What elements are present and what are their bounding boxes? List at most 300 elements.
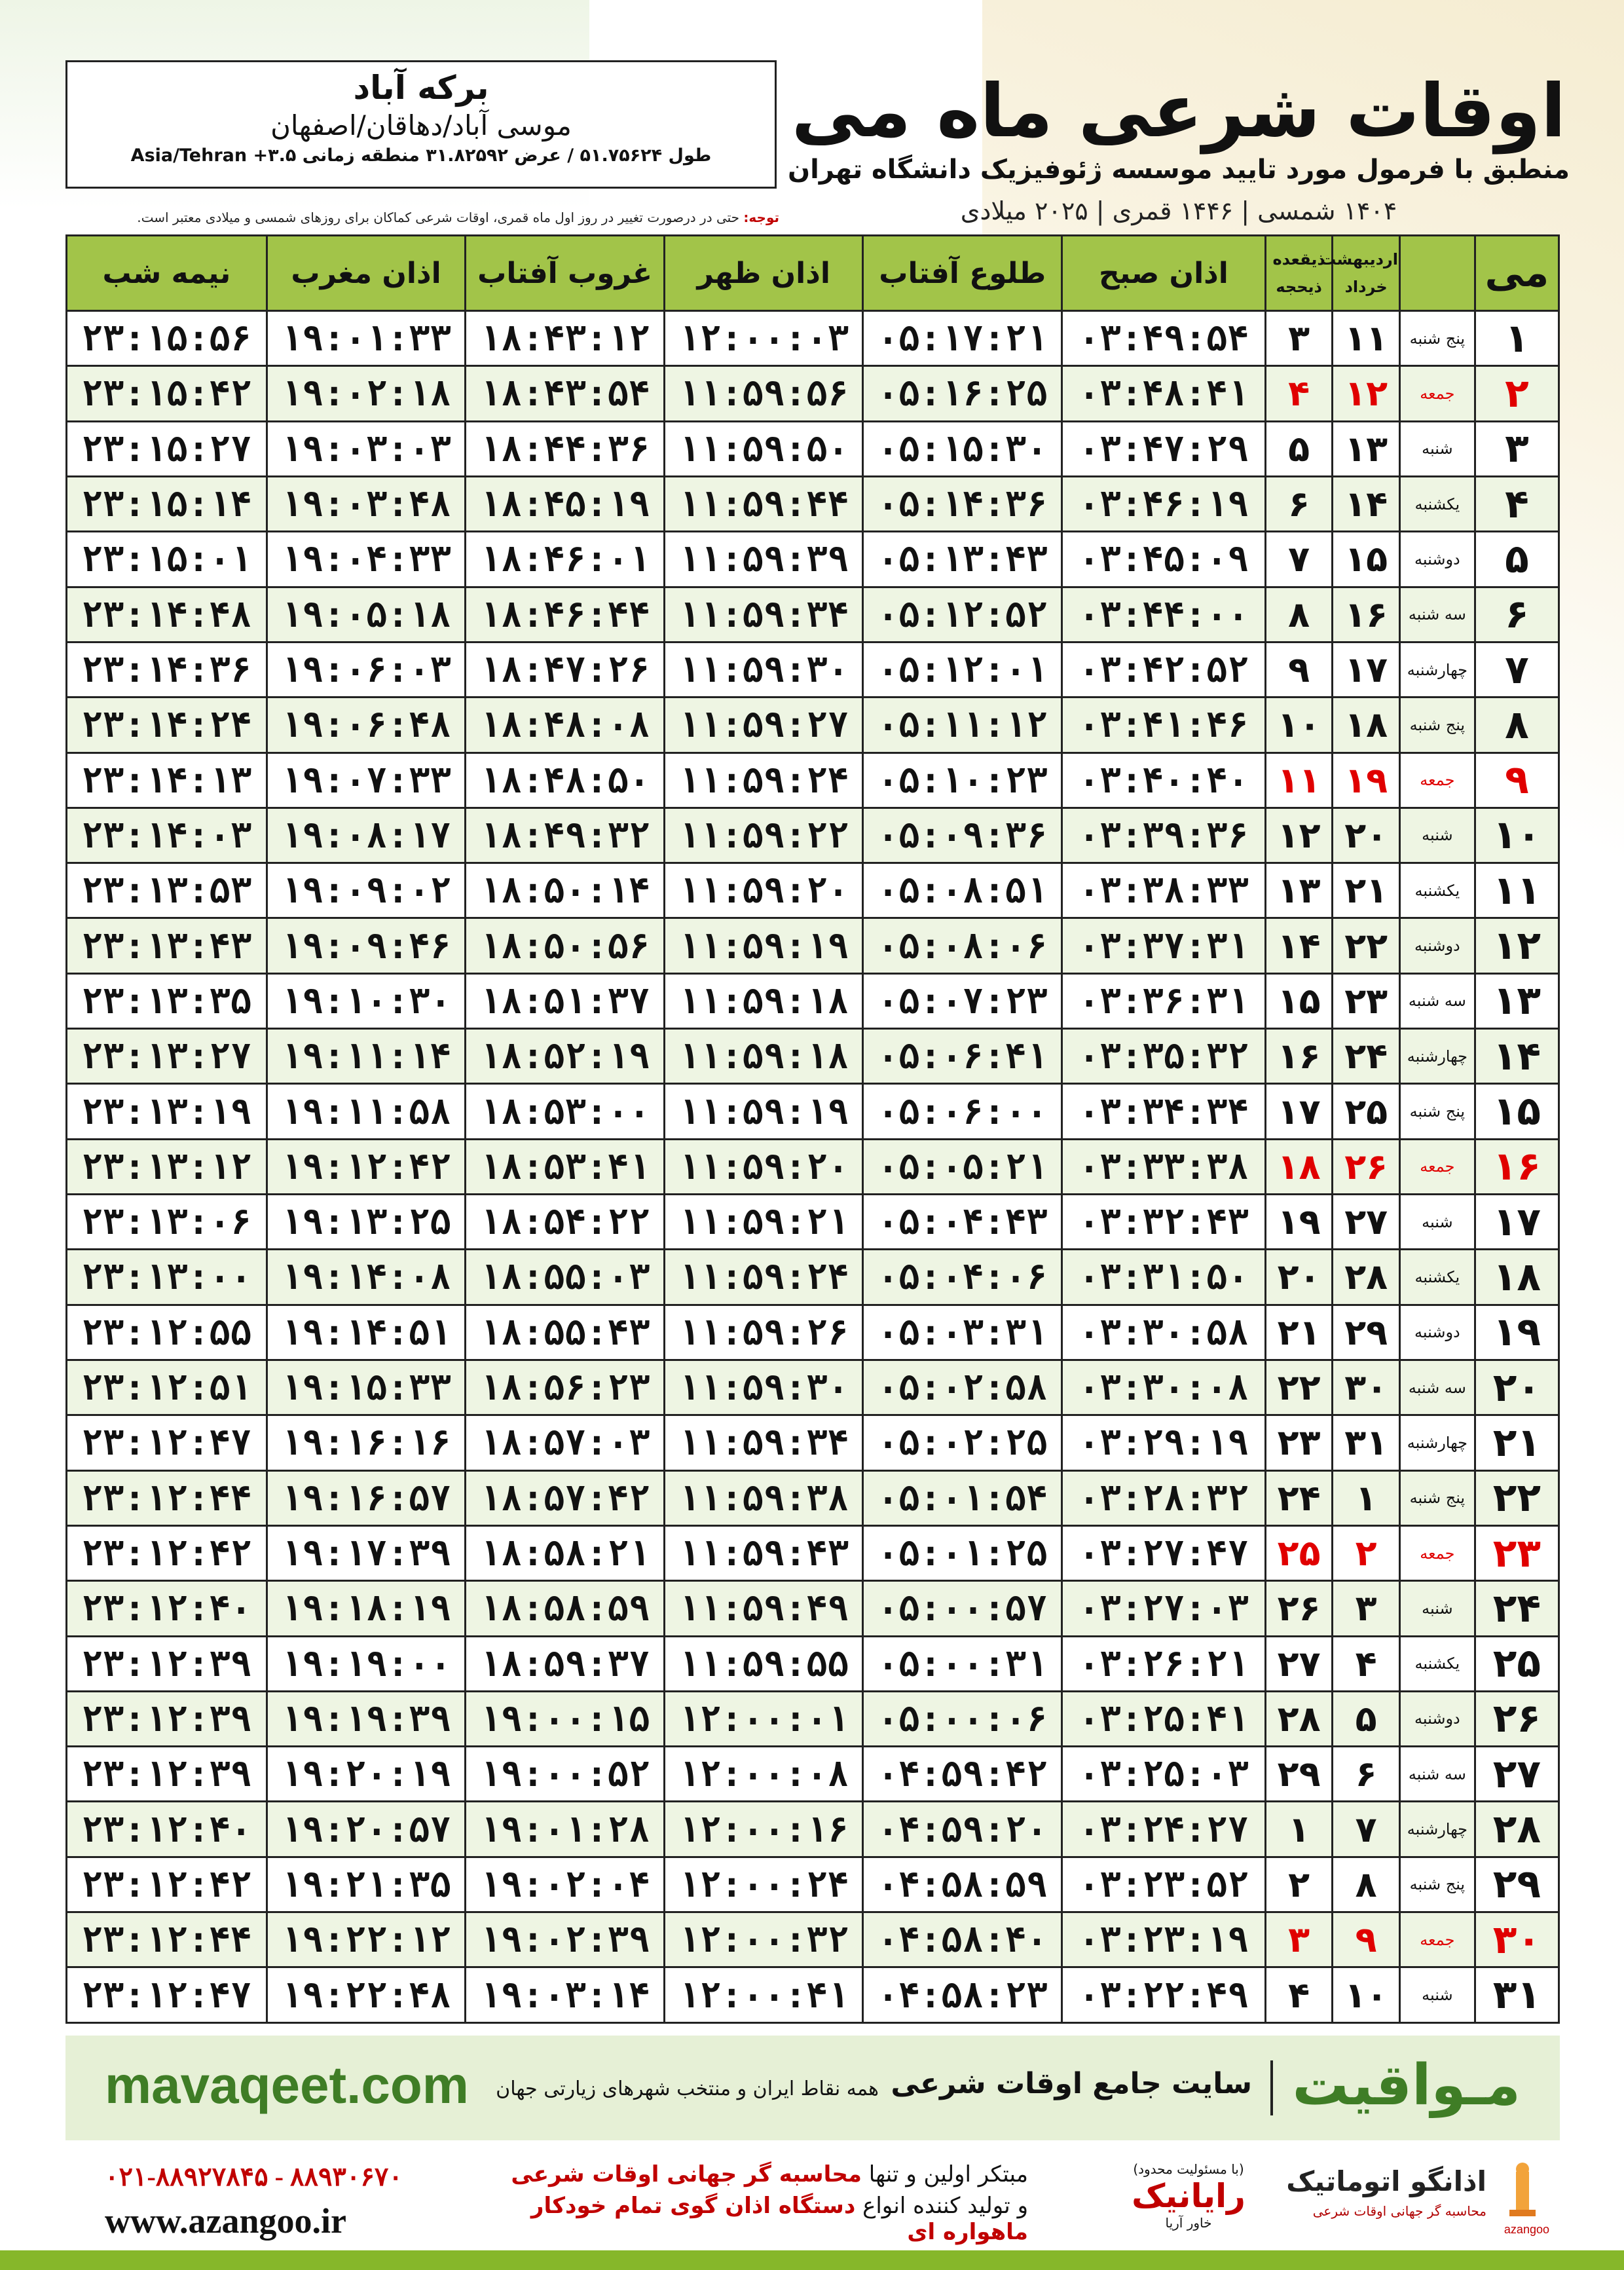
fajr-time: ۰۳:۳۱:۵۰ xyxy=(1062,1250,1266,1305)
gregorian-day: ۳۰ xyxy=(1475,1912,1559,1967)
sunset-time: ۱۸:۴۳:۱۲ xyxy=(466,311,665,366)
azangoo-logo xyxy=(1283,2159,1559,2237)
dhuhr-time: ۱۲:۰۰:۴۱ xyxy=(664,1967,863,2023)
jalali-day: ۱ xyxy=(1333,1470,1400,1525)
midnight-time: ۲۳:۱۲:۵۵ xyxy=(67,1305,267,1360)
location-name: برکه آباد xyxy=(353,69,489,107)
maghrib-time: ۱۹:۲۰:۵۷ xyxy=(267,1802,466,1857)
sunrise-time: ۰۵:۱۵:۳۰ xyxy=(863,421,1062,476)
sunrise-time: ۰۵:۰۶:۴۱ xyxy=(863,1029,1062,1084)
midnight-time: ۲۳:۱۳:۴۳ xyxy=(67,918,267,973)
table-row xyxy=(67,587,1559,642)
sunset-time: ۱۹:۰۱:۲۸ xyxy=(466,1802,665,1857)
sunrise-time: ۰۴:۵۹:۴۲ xyxy=(863,1747,1062,1802)
jalali-header-top: اردیبهشت xyxy=(1320,250,1398,269)
weekday: یکشنبه xyxy=(1399,476,1475,531)
gregorian-day: ۳۱ xyxy=(1475,1967,1559,2023)
weekday: جمعه xyxy=(1399,1912,1475,1967)
fajr-time: ۰۳:۲۴:۲۷ xyxy=(1062,1802,1266,1857)
midnight-time: ۲۳:۱۴:۲۴ xyxy=(67,698,267,753)
fajr-header: اذان صبح xyxy=(1062,236,1266,311)
sunset-time: ۱۸:۴۶:۴۴ xyxy=(466,587,665,642)
fajr-time: ۰۳:۳۶:۳۱ xyxy=(1062,973,1266,1028)
sunrise-time: ۰۵:۱۳:۴۳ xyxy=(863,532,1062,587)
jalali-day: ۳۱ xyxy=(1333,1415,1400,1470)
sunrise-header: طلوع آفتاب xyxy=(863,236,1062,311)
sunrise-time: ۰۵:۰۶:۰۰ xyxy=(863,1084,1062,1139)
dhuhr-time: ۱۲:۰۰:۰۸ xyxy=(664,1747,863,1802)
maghrib-time: ۱۹:۱۰:۳۰ xyxy=(267,973,466,1028)
sunset-time: ۱۸:۵۷:۴۲ xyxy=(466,1470,665,1525)
hijri-day: ۵ xyxy=(1265,421,1333,476)
dhuhr-time: ۱۲:۰۰:۰۳ xyxy=(664,311,863,366)
dhuhr-time: ۱۱:۵۹:۲۴ xyxy=(664,1250,863,1305)
promo-line2-a: و تولید کننده انواع xyxy=(862,2193,1028,2219)
sunset-time: ۱۸:۴۴:۳۶ xyxy=(466,421,665,476)
gregorian-day: ۱۳ xyxy=(1475,973,1559,1028)
midnight-time: ۲۳:۱۲:۴۰ xyxy=(67,1581,267,1636)
fajr-time: ۰۳:۳۳:۳۸ xyxy=(1062,1139,1266,1194)
sunrise-time: ۰۵:۱۱:۱۲ xyxy=(863,698,1062,753)
prayer-times-table xyxy=(65,234,1560,2024)
table-row xyxy=(67,1195,1559,1250)
location-region: موسی آباد/دهاقان/اصفهان xyxy=(270,109,572,141)
midnight-time: ۲۳:۱۲:۴۲ xyxy=(67,1857,267,1912)
contact-website[interactable]: www.azangoo.ir xyxy=(105,2201,346,2241)
jalali-day: ۱۱ xyxy=(1333,311,1400,366)
weekday: دوشنبه xyxy=(1399,1305,1475,1360)
table-row xyxy=(67,1747,1559,1802)
jalali-day: ۳۰ xyxy=(1333,1360,1400,1415)
gregorian-day: ۳ xyxy=(1475,421,1559,476)
table-row xyxy=(67,1415,1559,1470)
fajr-time: ۰۳:۳۴:۳۴ xyxy=(1062,1084,1266,1139)
fajr-time: ۰۳:۴۸:۴۱ xyxy=(1062,366,1266,421)
weekday: شنبه xyxy=(1399,1581,1475,1636)
jalali-day: ۳ xyxy=(1333,1581,1400,1636)
fajr-time: ۰۳:۴۲:۵۲ xyxy=(1062,642,1266,697)
minaret-icon xyxy=(1493,2159,1552,2224)
gregorian-day: ۴ xyxy=(1475,476,1559,531)
weekday: دوشنبه xyxy=(1399,1691,1475,1746)
midnight-time: ۲۳:۱۲:۳۹ xyxy=(67,1691,267,1746)
gregorian-day: ۲۴ xyxy=(1475,1581,1559,1636)
location-box xyxy=(65,60,777,189)
maghrib-time: ۱۹:۰۴:۳۳ xyxy=(267,532,466,587)
hijri-day: ۲۶ xyxy=(1265,1581,1333,1636)
jalali-day: ۲۵ xyxy=(1333,1084,1400,1139)
jalali-day: ۱۶ xyxy=(1333,587,1400,642)
gregorian-day: ۲ xyxy=(1475,366,1559,421)
hijri-header-bottom: ذیحجه xyxy=(1276,278,1322,296)
table-row xyxy=(67,808,1559,863)
weekday: پنج شنبه xyxy=(1399,698,1475,753)
gregorian-day: ۲۳ xyxy=(1475,1525,1559,1580)
jalali-day: ۲۲ xyxy=(1333,918,1400,973)
maghrib-time: ۱۹:۱۹:۰۰ xyxy=(267,1636,466,1691)
weekday: پنج شنبه xyxy=(1399,311,1475,366)
dhuhr-time: ۱۱:۵۹:۲۰ xyxy=(664,863,863,918)
sunrise-time: ۰۵:۱۲:۰۱ xyxy=(863,642,1062,697)
sunrise-time: ۰۴:۵۸:۲۳ xyxy=(863,1967,1062,2023)
jalali-day: ۶ xyxy=(1333,1747,1400,1802)
midnight-time: ۲۳:۱۴:۴۸ xyxy=(67,587,267,642)
midnight-time: ۲۳:۱۵:۲۷ xyxy=(67,421,267,476)
fajr-time: ۰۳:۲۷:۰۳ xyxy=(1062,1581,1266,1636)
hijri-day: ۲۹ xyxy=(1265,1747,1333,1802)
fajr-time: ۰۳:۳۷:۳۱ xyxy=(1062,918,1266,973)
midnight-time: ۲۳:۱۴:۰۳ xyxy=(67,808,267,863)
hijri-day: ۲۷ xyxy=(1265,1636,1333,1691)
table-row xyxy=(67,1636,1559,1691)
sunrise-time: ۰۵:۰۹:۳۶ xyxy=(863,808,1062,863)
fajr-time: ۰۳:۳۸:۳۳ xyxy=(1062,863,1266,918)
gregorian-day: ۱۱ xyxy=(1475,863,1559,918)
table-row xyxy=(67,1305,1559,1360)
maghrib-time: ۱۹:۲۰:۱۹ xyxy=(267,1747,466,1802)
hijri-day: ۱ xyxy=(1265,1802,1333,1857)
weekday: جمعه xyxy=(1399,1139,1475,1194)
sunrise-time: ۰۵:۰۳:۳۱ xyxy=(863,1305,1062,1360)
fajr-time: ۰۳:۴۹:۵۴ xyxy=(1062,311,1266,366)
note-text: حتی در درصورت تغییر در روز اول ماه قمری، اوقات شرعی کماکان برای روزهای شمسی و میلادی معتبر است. xyxy=(137,210,740,225)
dhuhr-time: ۱۱:۵۹:۲۶ xyxy=(664,1305,863,1360)
table-row xyxy=(67,1139,1559,1194)
weekday: سه شنبه xyxy=(1399,973,1475,1028)
gregorian-day: ۸ xyxy=(1475,698,1559,753)
sunset-header: غروب آفتاب xyxy=(466,236,665,311)
sunset-time: ۱۹:۰۰:۱۵ xyxy=(466,1691,665,1746)
table-row xyxy=(67,421,1559,476)
maghrib-time: ۱۹:۱۶:۱۶ xyxy=(267,1415,466,1470)
jalali-day: ۱۸ xyxy=(1333,698,1400,753)
sunrise-time: ۰۴:۵۸:۵۹ xyxy=(863,1857,1062,1912)
weekday: جمعه xyxy=(1399,1525,1475,1580)
sunset-time: ۱۸:۵۰:۵۶ xyxy=(466,918,665,973)
fajr-time: ۰۳:۲۷:۴۷ xyxy=(1062,1525,1266,1580)
sunset-time: ۱۸:۴۳:۵۴ xyxy=(466,366,665,421)
fajr-time: ۰۳:۴۰:۴۰ xyxy=(1062,753,1266,808)
jalali-day: ۵ xyxy=(1333,1691,1400,1746)
maghrib-time: ۱۹:۱۹:۳۹ xyxy=(267,1691,466,1746)
dhuhr-time: ۱۲:۰۰:۰۱ xyxy=(664,1691,863,1746)
jalali-day: ۱۰ xyxy=(1333,1967,1400,2023)
table-row xyxy=(67,642,1559,697)
jalali-day: ۹ xyxy=(1333,1912,1400,1967)
dhuhr-time: ۱۱:۵۹:۳۰ xyxy=(664,1360,863,1415)
banner-tagline: سایت جامع اوقات شرعی xyxy=(891,2067,1252,2100)
weekday: یکشنبه xyxy=(1399,863,1475,918)
promo-text xyxy=(439,2161,1028,2245)
sunrise-time: ۰۵:۰۵:۲۱ xyxy=(863,1139,1062,1194)
maghrib-time: ۱۹:۲۲:۱۲ xyxy=(267,1912,466,1967)
weekday: سه شنبه xyxy=(1399,1747,1475,1802)
dhuhr-time: ۱۱:۵۹:۵۵ xyxy=(664,1636,863,1691)
midnight-time: ۲۳:۱۲:۵۱ xyxy=(67,1360,267,1415)
fajr-time: ۰۳:۲۵:۴۱ xyxy=(1062,1691,1266,1746)
gregorian-day: ۲۸ xyxy=(1475,1802,1559,1857)
sunset-time: ۱۹:۰۲:۳۹ xyxy=(466,1912,665,1967)
title-area xyxy=(786,69,1572,225)
azangoo-latin: azangoo xyxy=(1504,2223,1549,2236)
dhuhr-time: ۱۱:۵۹:۲۴ xyxy=(664,753,863,808)
jalali-day: ۴ xyxy=(1333,1636,1400,1691)
hijri-day: ۲۵ xyxy=(1265,1525,1333,1580)
sunrise-time: ۰۵:۱۷:۲۱ xyxy=(863,311,1062,366)
hijri-header-top: ذیقعده xyxy=(1272,250,1325,269)
sunrise-time: ۰۵:۰۸:۵۱ xyxy=(863,863,1062,918)
maghrib-time: ۱۹:۰۹:۴۶ xyxy=(267,918,466,973)
maghrib-time: ۱۹:۰۵:۱۸ xyxy=(267,587,466,642)
midnight-time: ۲۳:۱۵:۵۶ xyxy=(67,311,267,366)
midnight-time: ۲۳:۱۲:۴۴ xyxy=(67,1470,267,1525)
fajr-time: ۰۳:۲۹:۱۹ xyxy=(1062,1415,1266,1470)
page-subtitle: منطبق با فرمول مورد تایید موسسه ژئوفیزیک دانشگاه تهران xyxy=(787,155,1570,185)
gregorian-day: ۱۷ xyxy=(1475,1195,1559,1250)
banner-tagline-secondary: همه نقاط ایران و منتخب شهرهای زیارتی جهان xyxy=(496,2077,879,2100)
hijri-day: ۱۴ xyxy=(1265,918,1333,973)
sunrise-time: ۰۵:۰۱:۲۵ xyxy=(863,1525,1062,1580)
weekday: پنج شنبه xyxy=(1399,1084,1475,1139)
weekday: دوشنبه xyxy=(1399,918,1475,973)
table-row xyxy=(67,1581,1559,1636)
sunset-time: ۱۸:۵۵:۴۳ xyxy=(466,1305,665,1360)
azangoo-sub: محاسبه گر جهانی اوقات شرعی xyxy=(1312,2203,1486,2219)
sunrise-time: ۰۵:۰۸:۰۶ xyxy=(863,918,1062,973)
table-row xyxy=(67,863,1559,918)
fajr-time: ۰۳:۲۸:۳۲ xyxy=(1062,1470,1266,1525)
fajr-time: ۰۳:۴۴:۰۰ xyxy=(1062,587,1266,642)
table-row xyxy=(67,973,1559,1028)
bottom-bar xyxy=(0,2250,1624,2270)
fajr-time: ۰۳:۳۰:۰۸ xyxy=(1062,1360,1266,1415)
weekday: جمعه xyxy=(1399,753,1475,808)
gregorian-day: ۶ xyxy=(1475,587,1559,642)
table-row xyxy=(67,1084,1559,1139)
hijri-day: ۲۳ xyxy=(1265,1415,1333,1470)
sunrise-time: ۰۵:۱۴:۳۶ xyxy=(863,476,1062,531)
hijri-day: ۳ xyxy=(1265,1912,1333,1967)
maghrib-time: ۱۹:۱۲:۴۲ xyxy=(267,1139,466,1194)
sunrise-time: ۰۵:۰۰:۵۷ xyxy=(863,1581,1062,1636)
maghrib-time: ۱۹:۰۶:۴۸ xyxy=(267,698,466,753)
fajr-time: ۰۳:۴۷:۲۹ xyxy=(1062,421,1266,476)
weekday: شنبه xyxy=(1399,1967,1475,2023)
gregorian-day: ۱ xyxy=(1475,311,1559,366)
hijri-day: ۱۵ xyxy=(1265,973,1333,1028)
weekday: سه شنبه xyxy=(1399,587,1475,642)
jalali-header xyxy=(1320,236,1400,311)
sunrise-time: ۰۵:۱۶:۲۵ xyxy=(863,366,1062,421)
maghrib-time: ۱۹:۱۶:۵۷ xyxy=(267,1470,466,1525)
note xyxy=(65,210,779,225)
jalali-day: ۲۰ xyxy=(1333,808,1400,863)
maghrib-time: ۱۹:۱۱:۱۴ xyxy=(267,1029,466,1084)
table-body xyxy=(67,311,1559,2023)
hijri-day: ۱۹ xyxy=(1265,1195,1333,1250)
sunset-time: ۱۸:۴۹:۳۲ xyxy=(466,808,665,863)
sunrise-time: ۰۵:۰۲:۵۸ xyxy=(863,1360,1062,1415)
fajr-time: ۰۳:۳۰:۵۸ xyxy=(1062,1305,1266,1360)
jalali-day: ۲۷ xyxy=(1333,1195,1400,1250)
dhuhr-time: ۱۱:۵۹:۴۹ xyxy=(664,1581,863,1636)
dhuhr-time: ۱۱:۵۹:۵۰ xyxy=(664,421,863,476)
gregorian-day: ۲۵ xyxy=(1475,1636,1559,1691)
rayanik-llc: (با مسئولیت محدود) xyxy=(1133,2161,1244,2177)
weekday: سه شنبه xyxy=(1399,1360,1475,1415)
midnight-time: ۲۳:۱۳:۰۶ xyxy=(67,1195,267,1250)
dhuhr-time: ۱۱:۵۹:۴۳ xyxy=(664,1525,863,1580)
note-label: توجه: xyxy=(743,210,779,225)
maghrib-time: ۱۹:۰۱:۳۳ xyxy=(267,311,466,366)
maghrib-time: ۱۹:۲۱:۳۵ xyxy=(267,1857,466,1912)
weekday: یکشنبه xyxy=(1399,1250,1475,1305)
sunrise-time: ۰۵:۱۰:۲۳ xyxy=(863,753,1062,808)
sunrise-time: ۰۴:۵۸:۴۰ xyxy=(863,1912,1062,1967)
hijri-day: ۱۸ xyxy=(1265,1139,1333,1194)
maghrib-time: ۱۹:۰۹:۰۲ xyxy=(267,863,466,918)
weekday: یکشنبه xyxy=(1399,1636,1475,1691)
fajr-time: ۰۳:۲۳:۵۲ xyxy=(1062,1857,1266,1912)
sunrise-time: ۰۵:۱۲:۵۲ xyxy=(863,587,1062,642)
sunset-time: ۱۸:۵۷:۰۳ xyxy=(466,1415,665,1470)
midnight-time: ۲۳:۱۳:۲۷ xyxy=(67,1029,267,1084)
sunset-time: ۱۸:۵۶:۲۳ xyxy=(466,1360,665,1415)
table-row xyxy=(67,1470,1559,1525)
gregorian-day: ۷ xyxy=(1475,642,1559,697)
gregorian-day: ۱۵ xyxy=(1475,1084,1559,1139)
sunset-time: ۱۹:۰۲:۰۴ xyxy=(466,1857,665,1912)
weekday: دوشنبه xyxy=(1399,532,1475,587)
gregorian-day: ۱۶ xyxy=(1475,1139,1559,1194)
brand-logo-text: مـواقیت xyxy=(1292,2053,1521,2118)
dhuhr-time: ۱۱:۵۹:۱۹ xyxy=(664,1084,863,1139)
jalali-day: ۲۴ xyxy=(1333,1029,1400,1084)
dhuhr-time: ۱۱:۵۹:۵۶ xyxy=(664,366,863,421)
sunrise-time: ۰۴:۵۹:۲۰ xyxy=(863,1802,1062,1857)
dhuhr-time: ۱۱:۵۹:۳۰ xyxy=(664,642,863,697)
weekday: چهارشنبه xyxy=(1399,1415,1475,1470)
gregorian-day: ۱۸ xyxy=(1475,1250,1559,1305)
azangoo-name: اذانگو اتوماتیک xyxy=(1286,2165,1486,2197)
fajr-time: ۰۳:۳۹:۳۶ xyxy=(1062,808,1266,863)
maghrib-time: ۱۹:۱۸:۱۹ xyxy=(267,1581,466,1636)
gregorian-day: ۲۶ xyxy=(1475,1691,1559,1746)
table-row xyxy=(67,1525,1559,1580)
sunset-time: ۱۸:۵۳:۰۰ xyxy=(466,1084,665,1139)
dhuhr-time: ۱۲:۰۰:۱۶ xyxy=(664,1802,863,1857)
dhuhr-time: ۱۱:۵۹:۱۸ xyxy=(664,973,863,1028)
hijri-day: ۱۲ xyxy=(1265,808,1333,863)
midnight-time: ۲۳:۱۲:۴۰ xyxy=(67,1802,267,1857)
rayanik-sub: خاور آریا xyxy=(1165,2215,1212,2231)
rayanik-name: رایانیک xyxy=(1132,2177,1246,2215)
jalali-day: ۱۲ xyxy=(1333,366,1400,421)
maghrib-time: ۱۹:۰۷:۳۳ xyxy=(267,753,466,808)
site-url[interactable]: mavaqeet.com xyxy=(105,2056,469,2114)
sunset-time: ۱۸:۴۷:۲۶ xyxy=(466,642,665,697)
weekday: چهارشنبه xyxy=(1399,1029,1475,1084)
weekday: شنبه xyxy=(1399,1195,1475,1250)
sunset-time: ۱۹:۰۰:۵۲ xyxy=(466,1747,665,1802)
sunset-time: ۱۸:۴۶:۰۱ xyxy=(466,532,665,587)
dhuhr-time: ۱۱:۵۹:۳۸ xyxy=(664,1470,863,1525)
gregorian-day: ۱۴ xyxy=(1475,1029,1559,1084)
dhuhr-time: ۱۱:۵۹:۲۱ xyxy=(664,1195,863,1250)
jalali-day: ۲۸ xyxy=(1333,1250,1400,1305)
rayanik-logo xyxy=(1113,2161,1264,2233)
maghrib-time: ۱۹:۰۳:۴۸ xyxy=(267,476,466,531)
hijri-day: ۲۸ xyxy=(1265,1691,1333,1746)
hijri-day: ۴ xyxy=(1265,366,1333,421)
promo-line1-a: مبتکر اولین و تنها xyxy=(868,2161,1028,2187)
banner-divider xyxy=(1270,2060,1273,2115)
hijri-day: ۱۷ xyxy=(1265,1084,1333,1139)
midnight-header: نیمه شب xyxy=(67,236,267,311)
dhuhr-time: ۱۱:۵۹:۱۹ xyxy=(664,918,863,973)
maghrib-time: ۱۹:۱۴:۵۱ xyxy=(267,1305,466,1360)
table-row xyxy=(67,918,1559,973)
jalali-day: ۲۱ xyxy=(1333,863,1400,918)
weekday: شنبه xyxy=(1399,421,1475,476)
hijri-day: ۱۰ xyxy=(1265,698,1333,753)
table-row xyxy=(67,1250,1559,1305)
sunrise-time: ۰۵:۰۴:۴۳ xyxy=(863,1195,1062,1250)
midnight-time: ۲۳:۱۲:۴۷ xyxy=(67,1415,267,1470)
maghrib-time: ۱۹:۱۴:۰۸ xyxy=(267,1250,466,1305)
dhuhr-time: ۱۱:۵۹:۱۸ xyxy=(664,1029,863,1084)
midnight-time: ۲۳:۱۴:۱۳ xyxy=(67,753,267,808)
hijri-day: ۲۲ xyxy=(1265,1360,1333,1415)
dhuhr-time: ۱۱:۵۹:۳۹ xyxy=(664,532,863,587)
month-header: می xyxy=(1475,236,1559,311)
sunset-time: ۱۸:۵۸:۵۹ xyxy=(466,1581,665,1636)
maghrib-time: ۱۹:۰۲:۱۸ xyxy=(267,366,466,421)
table-row xyxy=(67,753,1559,808)
sunset-time: ۱۸:۵۲:۱۹ xyxy=(466,1029,665,1084)
page-title: اوقات شرعی ماه می xyxy=(791,69,1566,154)
maghrib-time: ۱۹:۱۳:۲۵ xyxy=(267,1195,466,1250)
hijri-day: ۴ xyxy=(1265,1967,1333,2023)
jalali-day: ۱۴ xyxy=(1333,476,1400,531)
location-coordinates: طول ۵۱.۷۵۶۲۴ / عرض ۳۱.۸۲۵۹۲ منطقه زمانی ۳.۵+ Asia/Tehran xyxy=(130,145,712,166)
sunset-time: ۱۸:۵۹:۳۷ xyxy=(466,1636,665,1691)
hijri-day: ۱۶ xyxy=(1265,1029,1333,1084)
promo-line1-b: محاسبه گر جهانی اوقات شرعی xyxy=(511,2161,862,2187)
sunrise-time: ۰۵:۰۰:۰۶ xyxy=(863,1691,1062,1746)
midnight-time: ۲۳:۱۲:۳۹ xyxy=(67,1636,267,1691)
hijri-day: ۷ xyxy=(1265,532,1333,587)
site-banner xyxy=(65,2036,1560,2140)
table-row xyxy=(67,1691,1559,1746)
midnight-time: ۲۳:۱۲:۴۷ xyxy=(67,1967,267,2023)
table-row xyxy=(67,1967,1559,2023)
midnight-time: ۲۳:۱۲:۴۴ xyxy=(67,1912,267,1967)
table-row xyxy=(67,1802,1559,1857)
dhuhr-time: ۱۱:۵۹:۲۰ xyxy=(664,1139,863,1194)
hijri-day: ۲ xyxy=(1265,1857,1333,1912)
jalali-day: ۱۳ xyxy=(1333,421,1400,476)
table-row xyxy=(67,1029,1559,1084)
midnight-time: ۲۳:۱۳:۵۳ xyxy=(67,863,267,918)
gregorian-day: ۱۹ xyxy=(1475,1305,1559,1360)
jalali-day: ۱۹ xyxy=(1333,753,1400,808)
table-row xyxy=(67,476,1559,531)
jalali-day: ۲ xyxy=(1333,1525,1400,1580)
midnight-time: ۲۳:۱۵:۱۴ xyxy=(67,476,267,531)
maghrib-time: ۱۹:۰۸:۱۷ xyxy=(267,808,466,863)
midnight-time: ۲۳:۱۳:۱۹ xyxy=(67,1084,267,1139)
